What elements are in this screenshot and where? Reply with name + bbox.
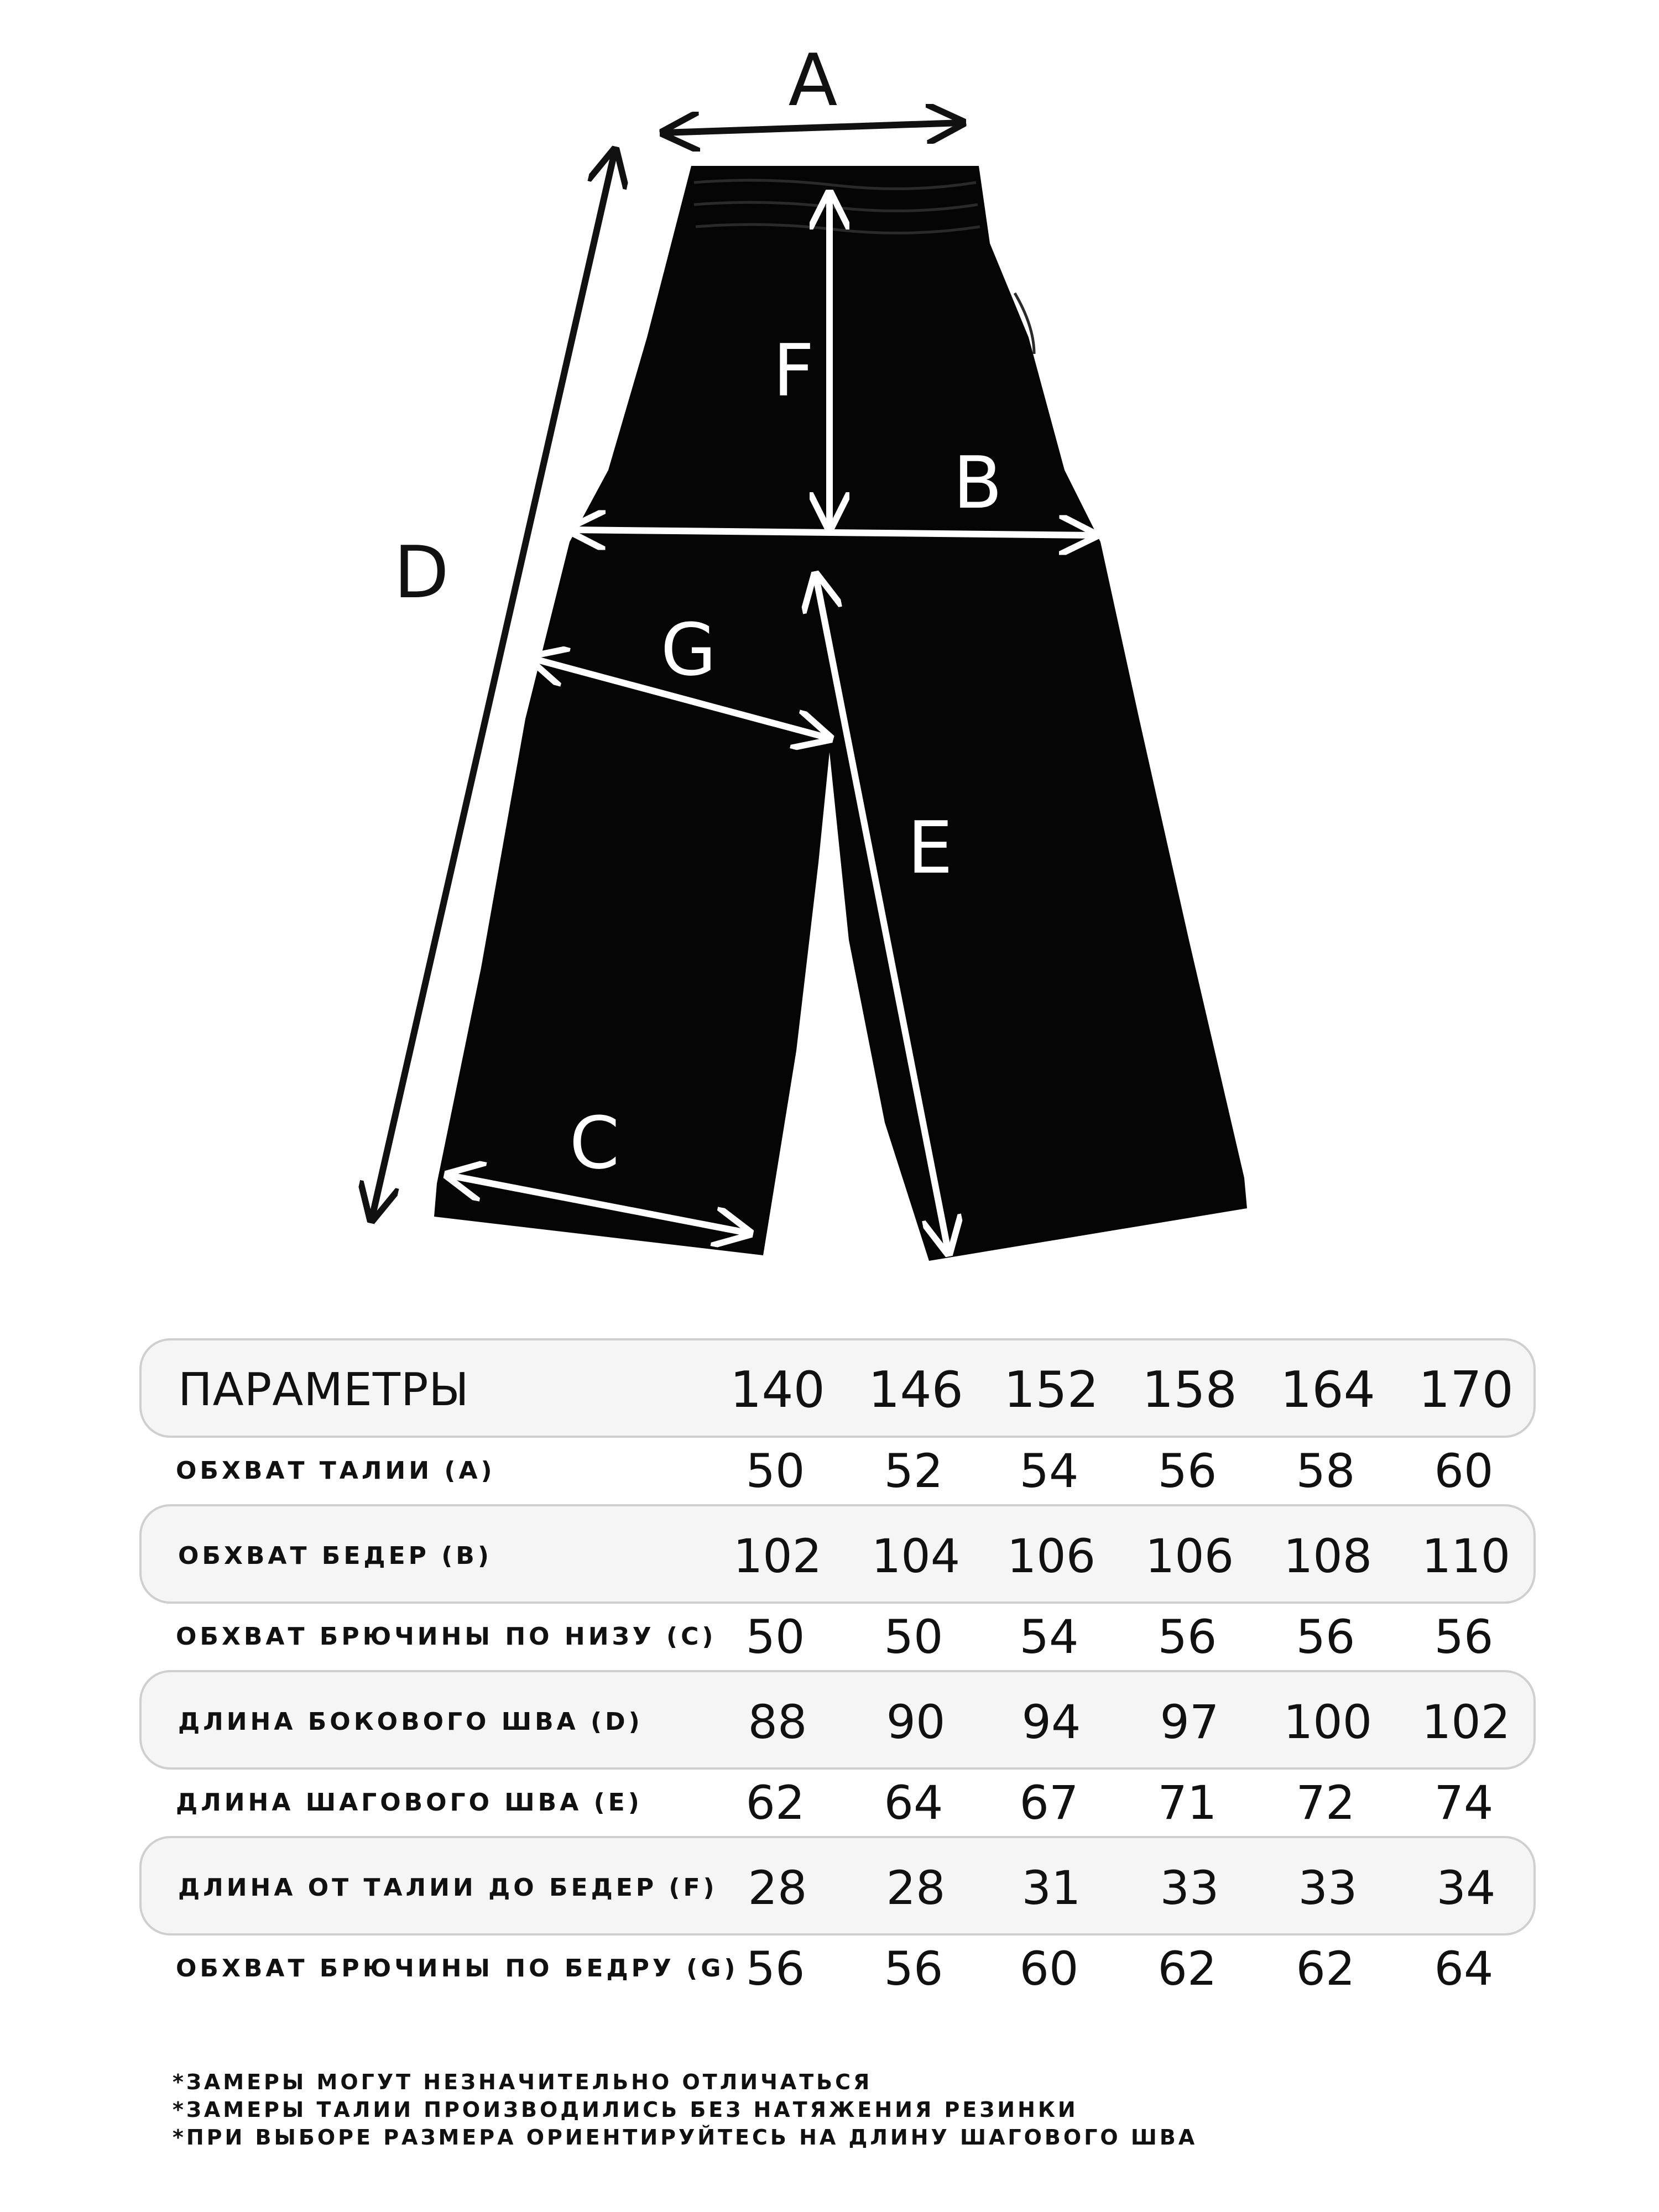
label-g: G (660, 608, 717, 692)
arrow-a (664, 123, 962, 133)
label-d: D (393, 530, 450, 614)
table-cell: 62 (1157, 1942, 1217, 1996)
row-label: ДЛИНА ШАГОВОГО ШВА (E) (176, 1788, 643, 1817)
table-cell: 106 (1145, 1529, 1234, 1583)
row-label: ДЛИНА ОТ ТАЛИИ ДО БЕДЕР (F) (178, 1874, 718, 1902)
table-cell: 102 (733, 1529, 822, 1583)
table-cell: 74 (1434, 1776, 1494, 1830)
size-170: 170 (1418, 1361, 1514, 1419)
table-cell: 94 (1021, 1695, 1081, 1749)
row-label: ОБХВАТ БЕДЕР (B) (178, 1542, 492, 1570)
table-cell: 56 (884, 1942, 943, 1996)
table-cell: 52 (884, 1444, 943, 1498)
size-146: 146 (868, 1361, 963, 1419)
footnote: *ЗАМЕРЫ МОГУТ НЕЗНАЧИТЕЛЬНО ОТЛИЧАТЬСЯ (173, 2070, 873, 2094)
table-cell: 97 (1160, 1695, 1219, 1749)
table-cell: 50 (745, 1444, 805, 1498)
table-cell: 110 (1421, 1529, 1511, 1583)
table-cell: 31 (1021, 1861, 1081, 1915)
table-cell: 71 (1157, 1776, 1217, 1830)
size-158: 158 (1142, 1361, 1237, 1419)
size-140: 140 (730, 1361, 825, 1419)
table-cell: 54 (1019, 1444, 1079, 1498)
footnote: *ЗАМЕРЫ ТАЛИИ ПРОИЗВОДИЛИСЬ БЕЗ НАТЯЖЕНИЯ РЕЗИНКИ (173, 2098, 1078, 2122)
table-cell: 28 (748, 1861, 807, 1915)
label-c: C (569, 1101, 620, 1185)
size-152: 152 (1004, 1361, 1099, 1419)
label-f: F (773, 328, 815, 413)
row-label: ДЛИНА БОКОВОГО ШВА (D) (178, 1708, 643, 1736)
table-cell: 34 (1436, 1861, 1496, 1915)
table-cell: 90 (886, 1695, 946, 1749)
table-cell: 56 (1296, 1610, 1355, 1664)
label-a: A (788, 38, 838, 122)
table-cell: 62 (745, 1776, 805, 1830)
table-cell: 100 (1283, 1695, 1373, 1749)
footnote: *ПРИ ВЫБОРЕ РАЗМЕРА ОРИЕНТИРУЙТЕСЬ НА ДЛИНУ ШАГОВОГО ШВА (173, 2125, 1198, 2150)
table-cell: 102 (1421, 1695, 1511, 1749)
table-cell: 88 (748, 1695, 807, 1749)
table-cell: 56 (1157, 1444, 1217, 1498)
table-cell: 60 (1019, 1942, 1079, 1996)
table-cell: 56 (1434, 1610, 1494, 1664)
table-row (139, 1919, 1536, 2018)
table-cell: 108 (1283, 1529, 1373, 1583)
table-cell: 72 (1296, 1776, 1355, 1830)
table-cell: 56 (1157, 1610, 1217, 1664)
header-label: ПАРАМЕТРЫ (178, 1364, 469, 1416)
label-b: B (953, 441, 1003, 525)
table-cell: 50 (884, 1610, 943, 1664)
table-cell: 64 (884, 1776, 943, 1830)
table-cell: 58 (1296, 1444, 1355, 1498)
row-label: ОБХВАТ БРЮЧИНЫ ПО БЕДРУ (G) (176, 1954, 739, 1983)
table-cell: 56 (745, 1942, 805, 1996)
label-e: E (907, 806, 953, 890)
table-cell: 67 (1019, 1776, 1079, 1830)
table-cell: 28 (886, 1861, 946, 1915)
table-cell: 54 (1019, 1610, 1079, 1664)
table-cell: 60 (1434, 1444, 1494, 1498)
row-label: ОБХВАТ БРЮЧИНЫ ПО НИЗУ (C) (176, 1623, 717, 1651)
table-cell: 104 (871, 1529, 961, 1583)
table-cell: 33 (1160, 1861, 1219, 1915)
row-label: ОБХВАТ ТАЛИИ (A) (176, 1457, 495, 1485)
footnotes (173, 2068, 1197, 2151)
table-cell: 106 (1006, 1529, 1096, 1583)
table-cell: 62 (1296, 1942, 1355, 1996)
table-cell: 64 (1434, 1942, 1494, 1996)
table-cell: 50 (745, 1610, 805, 1664)
size-164: 164 (1280, 1361, 1375, 1419)
table-cell: 33 (1298, 1861, 1358, 1915)
